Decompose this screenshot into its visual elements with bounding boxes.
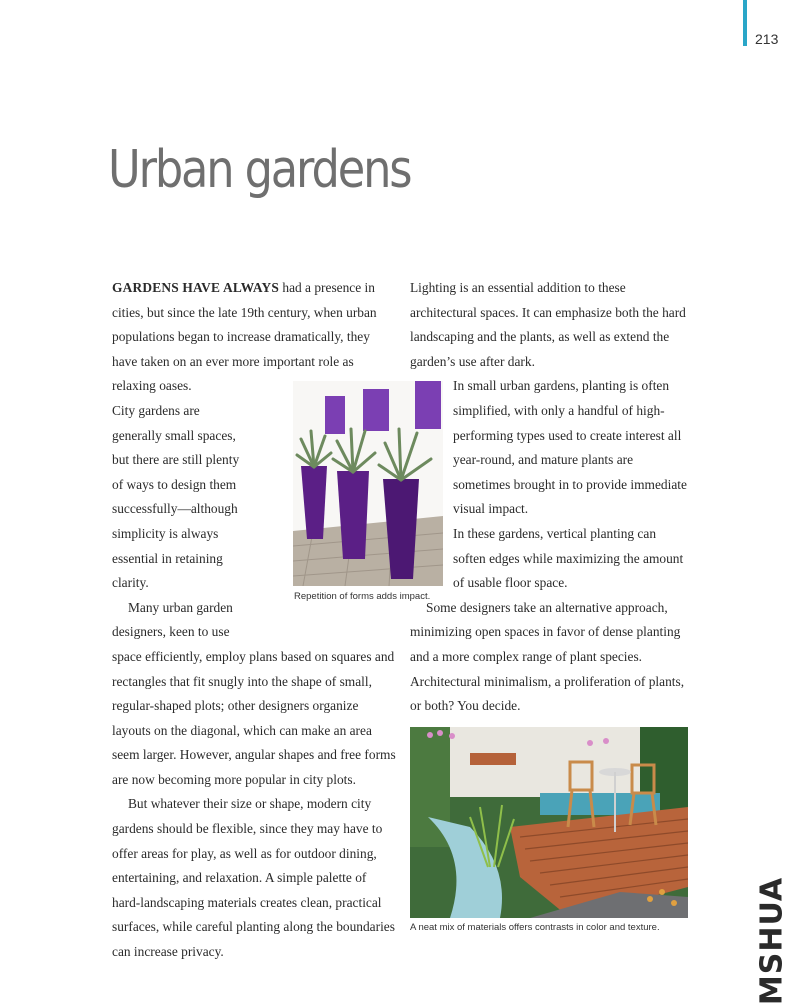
paragraph-city-gardens: City gardens are generally small spaces, but there are still plenty of ways to design them successfully—although simplicity is always essential in retaining clarity. [112, 402, 240, 591]
page-number: 213 [755, 31, 779, 47]
paragraph-planting: In small urban gardens, planting is often simplified, with only a handful of high-performing types used to create interest all year-round, and mature plants are sometimes brought in to provide immediate visual impact. [453, 378, 687, 517]
page-title: Urban gardens [108, 140, 411, 200]
paragraph-alternative: Some designers take an alternative approach, minimizing open spaces in favor of dense planting and a more complex range of plant species. Architectural minimalism, a proliferation of plants, or both? You decide. [410, 599, 685, 714]
side-tab [744, 876, 799, 1005]
photo-deck-garden [410, 727, 688, 918]
paragraph-designers: Many urban garden designers, keen to use space efficiently, employ plans based on squares and rectangles that fit snugly into the shape of small, regular-shaped plots; other designers organize layouts on the diagonal, which can make an area seem larger. However, angular shapes and free forms are now becoming more popular in city plots. [112, 599, 396, 787]
planters-illustration [293, 381, 443, 586]
caption-deck-garden: A neat mix of materials offers contrasts in color and texture. [410, 922, 660, 933]
page-accent-rule [743, 0, 747, 46]
text-column-left [112, 276, 397, 965]
paragraph-flexible: But whatever their size or shape, modern city gardens should be flexible, since they may have to offer areas for play, as well as for outdoor dining, entertaining, and relaxation. A simple palette of hard-landscaping materials creates clean, practical surfaces, while careful planting along the boundaries can increase privacy. [112, 796, 395, 960]
caption-planters: Repetition of forms adds impact. [294, 591, 431, 602]
deck-garden-illustration [410, 727, 688, 918]
paragraph-lighting: Lighting is an essential addition to these architectural spaces. It can emphasize both the hard landscaping and the plants, as well as extend the garden’s use after dark. [410, 280, 686, 369]
intro-text: had a presence in cities, but since the late 19th century, when urban populations began to increase dramatically, they have taken on an ever more important role as relaxing oases. [112, 280, 377, 394]
photo-planters [293, 381, 443, 586]
lead-in: GARDENS HAVE ALWAYS [112, 280, 280, 295]
side-tab-label: MSHUA [754, 876, 790, 1005]
paragraph-vertical: In these gardens, vertical planting can soften edges while maximizing the amount of usable floor space. [453, 525, 684, 591]
text-column-right [410, 276, 692, 719]
